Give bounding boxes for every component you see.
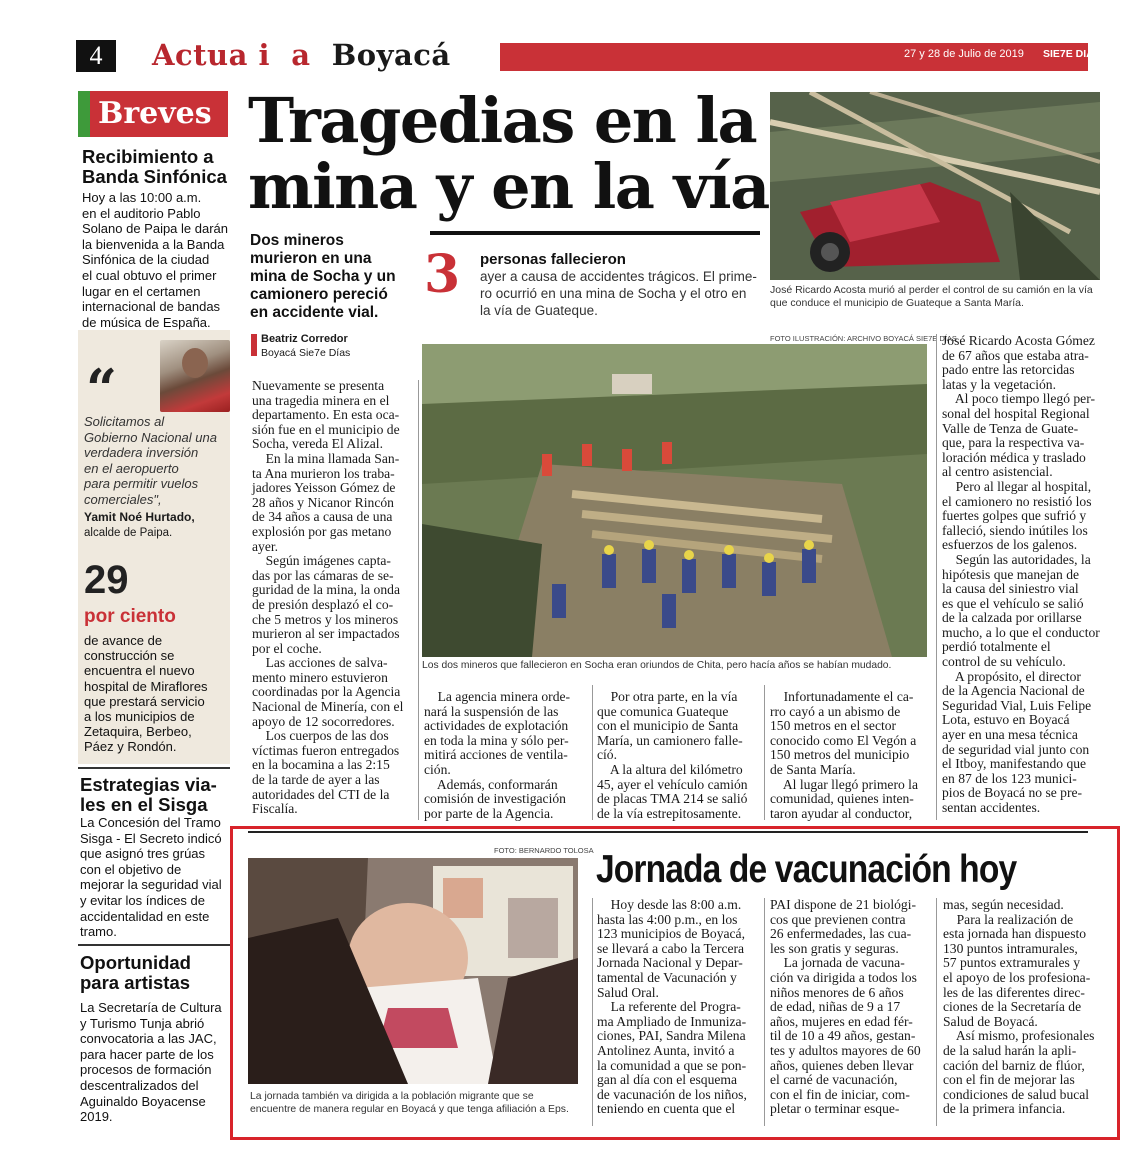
highlight-text: ayer a causa de accidentes trágicos. El prime- ro ocurrió en una mina de Socha y el otro en la vía de Guateque. <box>480 269 757 318</box>
stat-text: de avance de construcción se encuentra el nuevo hospital de Miraflores que prestará servicio a los municipios de Zetaquira, Berbeo, Páez y Rondón. <box>84 633 208 755</box>
column-rule <box>592 685 593 820</box>
divider <box>248 831 1088 833</box>
section-title-part: a <box>291 38 311 72</box>
highlight-number: 3 <box>424 244 461 305</box>
mine-caption: Los dos mineros que fallecieron en Socha eran oriundos de Chita, pero hacía años se habían mudado. <box>422 660 892 671</box>
vaccination-caption: La jornada también va dirigida a la población migrante que se encuentre de manera regular en Boyacá y que tenga afiliación a Eps. <box>250 1091 569 1115</box>
stat-unit: por ciento <box>84 606 176 627</box>
vaccination-headline: Jornada de vacunación hoy <box>596 848 1017 891</box>
column-rule <box>936 334 937 820</box>
photo-credit: FOTO: BERNARDO TOLOSA <box>494 846 594 855</box>
article-column: José Ricardo Acosta Gómez de 67 años que estaba atra- pado entre las retorcidas latas y la vegetación. Al poco tiempo llegó per- sonal del hospital Regional Valle de Tenza de Guate- que, para la respectiva va- loración médica y traslado al centro asistencial. Pero al llegar al hospital, el camionero no resistió los fuertes golpes que sufrió y falleció, siendo inútiles los esfuerzos de los galenos. Según las autoridades, la hipótesis que manejan de la causa del siniestro vial es que el vehículo se salió de la calzada por orillarse mucho, a lo que el conductor perdió totalmente el control de su vehículo. A propósito, el director de la Agencia Nacional de Seguridad Vial, Luis Felipe Lota, estuvo en Boyacá ayer en una mesa técnica de seguridad vial junto con el Itboy, manifestando que en 87 de los 123 munici- pios de Boyacá no se pre- sentan accidentes. <box>942 333 1100 815</box>
author-name: Beatriz Corredor <box>261 333 348 345</box>
article-column: mas, según necesidad. Para la realización de esta jornada han dispuesto 130 puntos intramurales, 57 puntos extramurales y el apoyo de los profesiona- les de las diferentes direc- ciones de la Secretaría de Salud de Boyacá. Así mismo, profesionales de la salud harán la apli- cación del barniz de flúor, con el fin de mejorar las condiciones de salud bucal de la primera infancia. <box>943 897 1095 1117</box>
article-column: Infortunadamente el ca- rro cayó a un abismo de 150 metros en el sector conocido como El Vegón a 150 metros del municipio de Santa María. Al lugar llegó primero la comunidad, quienes inten- taron ayudar al conductor, <box>770 689 918 821</box>
column-rule <box>764 898 765 1126</box>
article-column: Nuevamente se presenta una tragedia minera en el departamento. En esta oca- sión fue en el municipio de Socha, vereda El Alizal. En la mina llamada San- ta Ana murieron los traba- jadores Yeisson Gómez de 28 años y Nicanor Rincón de 34 años a causa de una explosión por gas metano ayer. Según imágenes capta- das por las cámaras de se- guridad de la mina, la onda de presión desplazó el co- che 5 metros y los mineros murieron al ser impactados por el coche. Las acciones de salva- mento minero estuvieron coordinadas por la Agencia Nacional de Minería, con el apoyo de 12 socorredores. Los cuerpos de las dos víctimas fueron entregados en la bocamina a las 2:15 de la tarde de ayer a las autoridades del CTI de la Fiscalía. <box>252 378 404 817</box>
quote-role: alcalde de Paipa. <box>84 527 173 539</box>
article-column: La agencia minera orde- nará la suspensión de las actividades de explotación en toda la mina y sólo per- mitirá acciones de ventila- ción. Además, conformarán comisión de investigación por parte de la Agencia. <box>424 689 571 821</box>
divider <box>78 944 230 946</box>
quote-text: Solicitamos al Gobierno Nacional una verdadera inversión en el aeropuerto para permitir vuelos comerciales", <box>84 414 217 507</box>
photo-credit: FOTO ILUSTRACIÓN: ARCHIVO BOYACÁ SIE7E DÍAS <box>770 334 957 343</box>
issue-date: 27 y 28 de Julio de 2019 <box>904 48 1024 60</box>
headline-rule <box>430 231 760 235</box>
vaccination-photo <box>248 858 578 1084</box>
brief-title: Estrategias via- les en el Sisga <box>80 774 217 815</box>
sub-deck: Dos mineros murieron en una mina de Socha y un camionero pereció en accidente vial. <box>250 232 396 321</box>
column-rule <box>764 685 765 820</box>
portrait-photo <box>160 340 230 412</box>
section-title-part: i <box>258 38 271 72</box>
brand-name: SIE7E DIAS <box>1043 48 1101 60</box>
column-rule <box>418 380 419 820</box>
breves-label: Breves <box>90 91 228 137</box>
quote-mark: “ <box>86 357 118 421</box>
main-headline: Tragedias en la mina y en la vía <box>248 84 769 223</box>
breves-accent <box>78 91 90 137</box>
truck-photo <box>770 92 1100 280</box>
brief-text: Hoy a las 10:00 a.m. en el auditorio Pablo Solano de Paipa le darán la bienvenida a la Banda Sinfónica de la ciudad el cual obtuvo el primer lugar en el certamen internacional de bandas de música de España. <box>82 190 229 330</box>
page-number: 4 <box>76 40 116 72</box>
article-column: PAI dispone de 21 biológi- cos que previenen contra 26 enfermedades, las cua- les son gratis y seguras. La jornada de vacuna- ción va dirigida a todos los niños menores de 6 años de edad, niñas de 9 a 17 años, mujeres en edad fér- til de 10 a 49 años, gestan- tes y adultos mayores de 60 años, quienes deben llevar el carné de vacunación, con el fin de iniciar, com- pletar o terminar esque- <box>770 897 921 1117</box>
divider <box>78 767 230 769</box>
author-marker <box>251 334 257 356</box>
column-rule <box>936 898 937 1126</box>
section-title-part: Actua <box>152 38 248 72</box>
section-title-part: Boyacá <box>331 38 451 72</box>
brief-title: Oportunidad para artistas <box>80 952 191 993</box>
article-column: Hoy desde las 8:00 a.m. hasta las 4:00 p.m., en los 123 municipios de Boyacá, se llevará a cabo la Tercera Jornada Nacional y Depar- tamental de Vacunación y Salud Oral. La referente del Progra- ma Ampliado de Inmuniza- ciones, PAI, Sandra Milena Antolinez Aunta, invitó a la comunidad a que se pon- gan al día con el esquema de vacunación de los niños, teniendo en cuenta que el <box>597 897 747 1117</box>
brief-text: La Concesión del Tramo Sisga - El Secreto indicó que asignó tres grúas con el objetivo de mejorar la seguridad vial y evitar los índices de accidentalidad en este tramo. <box>80 815 222 940</box>
stat-number: 29 <box>84 558 129 602</box>
article-column: Por otra parte, en la vía que comunica Guateque con el municipio de Santa María, un camionero falle- cíó. A la altura del kilómetro 45, ayer el vehículo camión de placas TMA 214 se salió de la vía estrepitosamente. <box>597 689 748 821</box>
brief-text: La Secretaría de Cultura y Turismo Tunja abrió convocatoria a las JAC, para hacer parte de los procesos de formación descentralizados del Aguinaldo Boyacense 2019. <box>80 1000 222 1125</box>
author-org: Boyacá Sie7e Días <box>261 347 351 359</box>
column-rule <box>592 898 593 1126</box>
highlight-title: personas fallecieron <box>480 251 626 268</box>
brief-title: Recibimiento a Banda Sinfónica <box>82 146 227 187</box>
quote-author: Yamit Noé Hurtado, <box>84 510 195 524</box>
section-title <box>152 38 451 72</box>
truck-caption: José Ricardo Acosta murió al perder el control de su camión en la vía que conduce el municipio de Guateque a Santa María. <box>770 284 1093 309</box>
mine-photo <box>422 344 927 657</box>
